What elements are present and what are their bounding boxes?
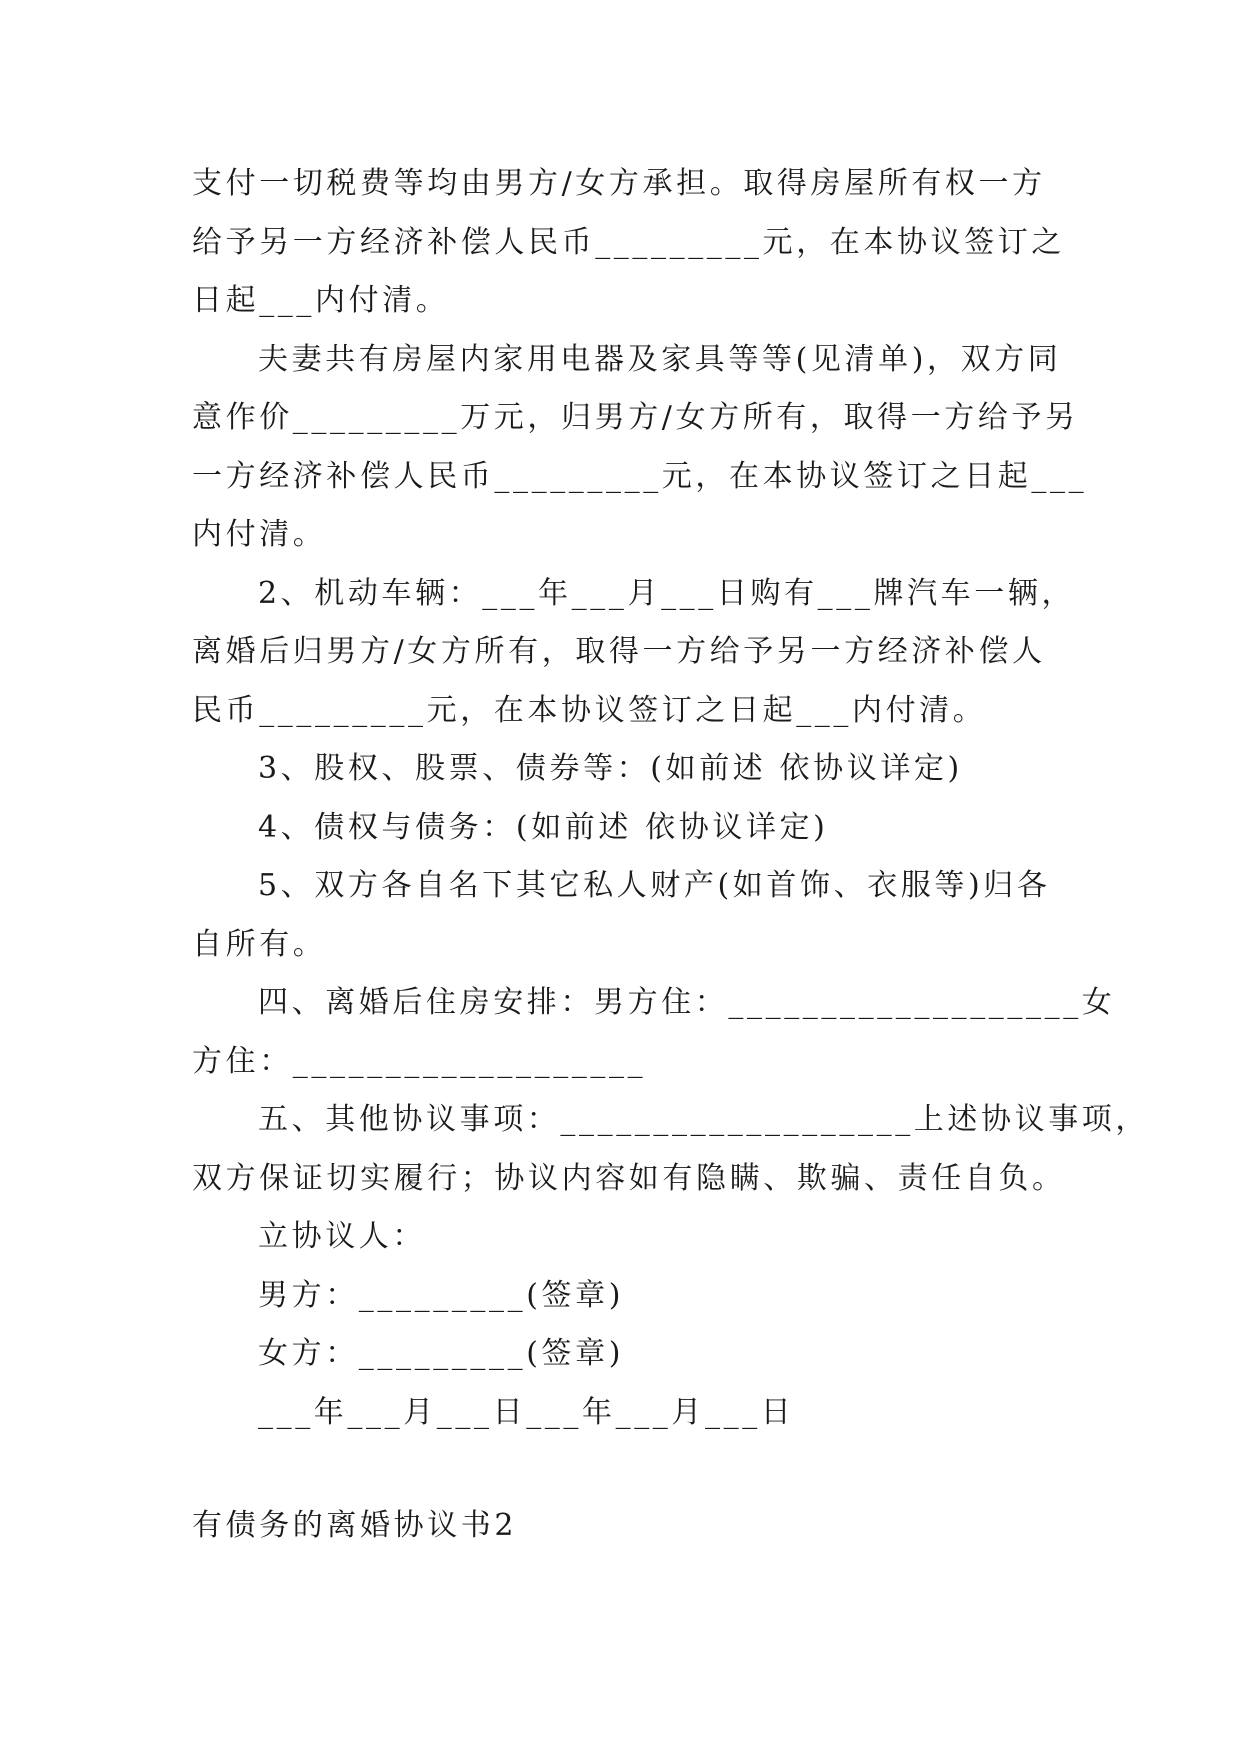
- text-line: 夫妻共有房屋内家用电器及家具等等(见清单)，双方同: [258, 341, 1062, 377]
- date-line: ___年___月___日___年___月___日: [258, 1394, 795, 1430]
- text-line: 民币_________元，在本协议签订之日起___内付清。: [192, 692, 987, 728]
- text-line: 支付一切税费等均由男方/女方承担。取得房屋所有权一方: [192, 166, 1046, 201]
- female-signature-line: 女方：_________(签章): [258, 1336, 625, 1371]
- text-line: 四、离婚后住房安排：男方住：___________________女: [258, 985, 1116, 1020]
- text-line: 一方经济补偿人民币_________元，在本协议签订之日起___: [192, 458, 1088, 494]
- text-line: 五、其他协议事项：___________________上述协议事项，: [258, 1102, 1149, 1137]
- text-line: 2、机动车辆：___年___月___日购有___牌汽车一辆，: [258, 575, 1076, 611]
- text-line: 自所有。: [192, 926, 327, 962]
- text-line: 5、双方各自名下其它私人财产(如首饰、衣服等)归各: [258, 868, 1051, 903]
- male-signature-line: 男方：_________(签章): [258, 1277, 625, 1313]
- text-line: 方住：___________________: [192, 1043, 647, 1079]
- text-line: 离婚后归男方/女方所有，取得一方给予另一方经济补偿人: [192, 634, 1046, 669]
- signatory-heading: 立协议人：: [258, 1219, 426, 1254]
- next-section-title: 有债务的离婚协议书2: [192, 1508, 518, 1543]
- text-line: 3、股权、股票、债券等：(如前述 依协议详定): [258, 751, 963, 786]
- text-line: 4、债权与债务：(如前述 依协议详定): [258, 809, 829, 845]
- document-body: [192, 155, 1152, 1556]
- text-line: 给予另一方经济补偿人民币_________元，在本协议签订之: [192, 224, 1065, 260]
- text-line: 内付清。: [192, 517, 327, 552]
- text-line: 日起___内付清。: [192, 283, 450, 318]
- text-line: 双方保证切实履行；协议内容如有隐瞒、欺骗、责任自负。: [192, 1160, 1066, 1196]
- text-line: 意作价_________万元，归男方/女方所有，取得一方给予另: [192, 400, 1079, 435]
